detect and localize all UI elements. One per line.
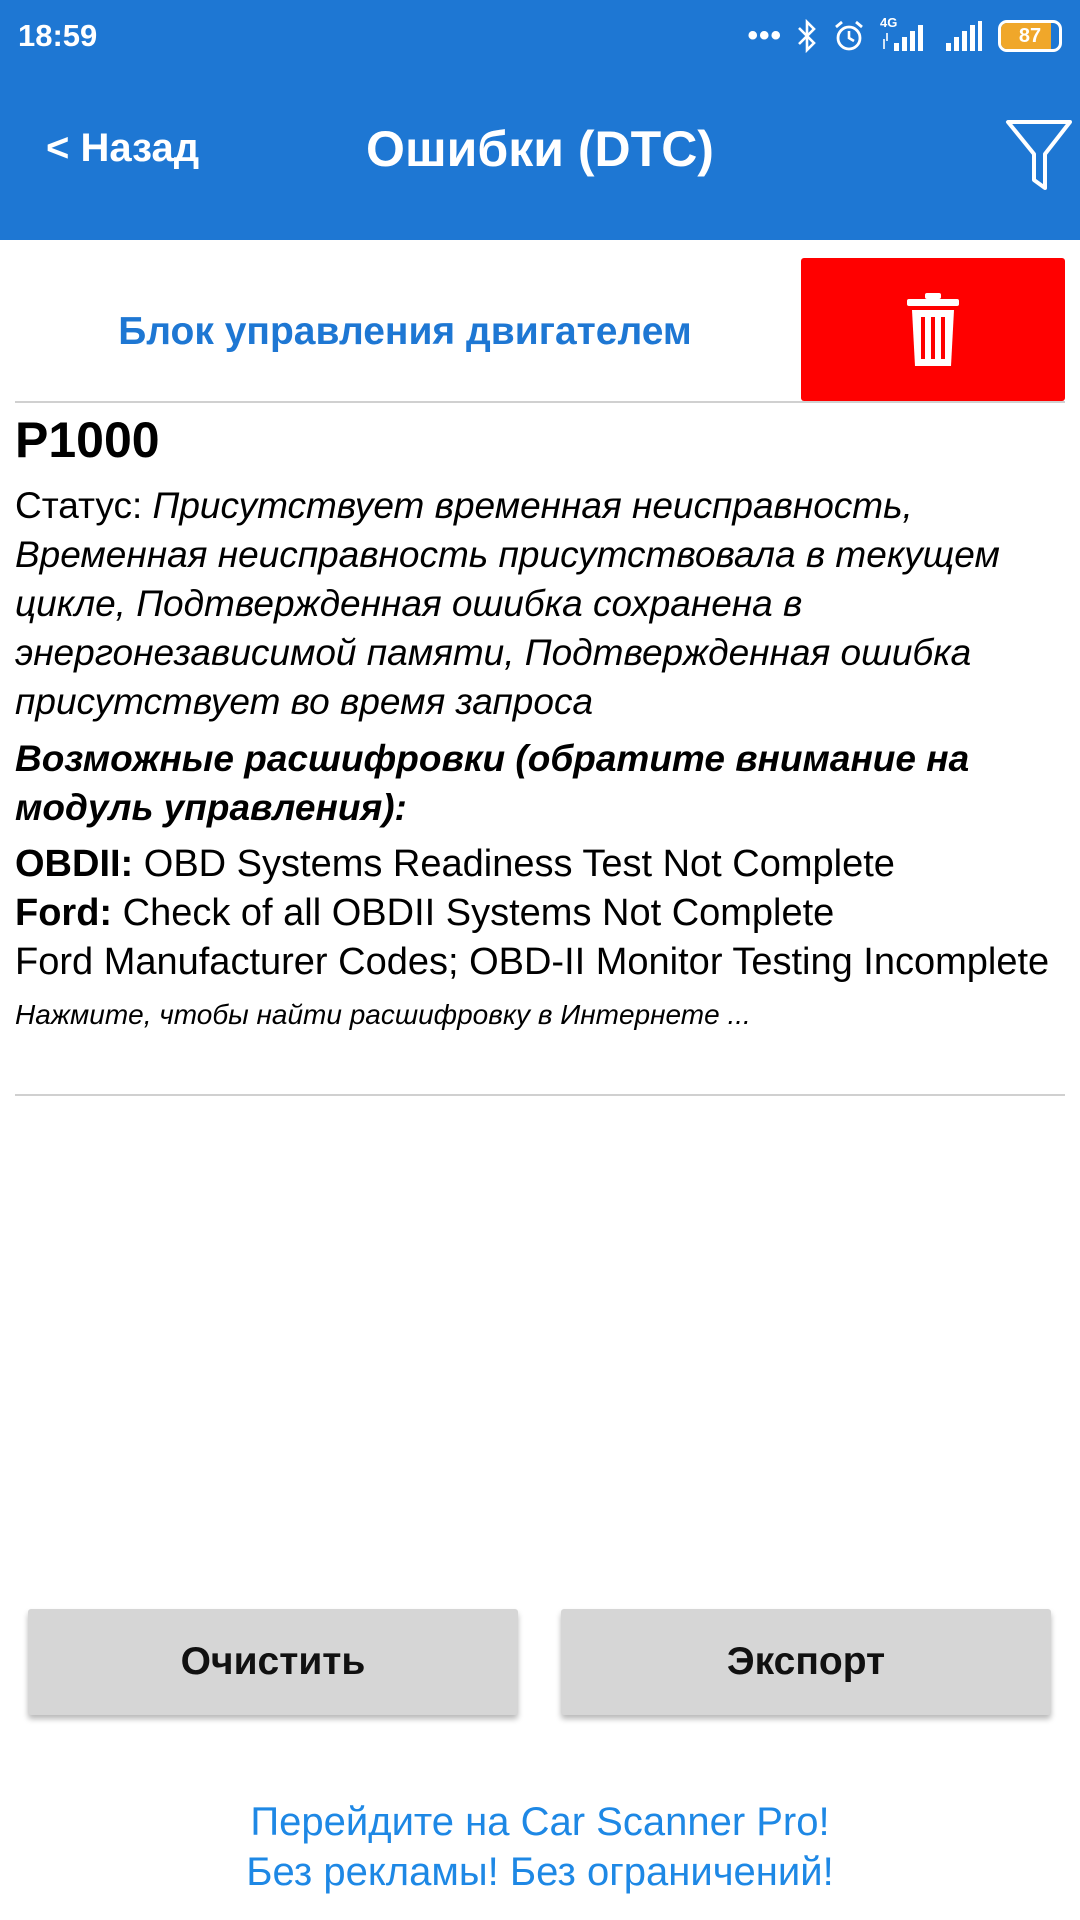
app-toolbar — [0, 72, 1080, 240]
decoding-brand: OBDII: — [15, 843, 134, 885]
filter-button[interactable] — [1002, 114, 1076, 194]
dtc-list-item[interactable] — [15, 405, 1065, 1035]
decoding-text: Check of all OBDII Systems Not Complete — [112, 892, 835, 934]
status-icons — [747, 14, 1062, 58]
battery-percent: 87 — [1018, 24, 1042, 47]
back-button[interactable]: < Назад — [46, 126, 200, 170]
pro-upgrade-link[interactable] — [0, 1797, 1080, 1897]
status-bar — [0, 0, 1080, 72]
search-online-link[interactable]: Нажмите, чтобы найти расшифровку в Интернете ... — [15, 999, 751, 1030]
decoding-ford-extra: Ford Manufacturer Codes; OBD-II Monitor Testing Incomplete — [15, 941, 1050, 983]
promo-line-2: Без рекламы! Без ограничений! — [246, 1850, 834, 1894]
divider — [15, 1094, 1065, 1096]
trash-icon — [905, 292, 961, 368]
decoding-ford — [15, 889, 1065, 938]
bluetooth-icon — [796, 19, 818, 53]
export-button[interactable]: Экспорт — [561, 1609, 1051, 1715]
divider — [15, 401, 1065, 403]
decoding-text: OBD Systems Readiness Test Not Complete — [133, 843, 895, 885]
promo-line-1: Перейдите на Car Scanner Pro! — [250, 1800, 830, 1844]
dtc-status — [15, 481, 1065, 726]
clear-button[interactable]: Очистить — [28, 1609, 518, 1715]
status-label: Статус: — [15, 485, 153, 526]
cellular-signal-icon — [880, 15, 930, 53]
filter-icon — [1002, 114, 1076, 194]
decodings-header: Возможные расшифровки (обратите внимание на модуль управления): — [15, 738, 970, 828]
dtc-code: P1000 — [15, 412, 160, 468]
network-type-label: 4G — [880, 15, 898, 30]
more-notifications-icon: ••• — [747, 19, 782, 52]
decoding-obdii — [15, 840, 1065, 889]
decodings-list — [15, 840, 1065, 987]
ecu-name: Блок управления двигателем — [118, 310, 692, 353]
decoding-brand: Ford: — [15, 892, 113, 934]
page-title: Ошибки (DTC) — [366, 121, 714, 177]
delete-button[interactable] — [801, 258, 1065, 401]
alarm-icon — [832, 19, 866, 53]
cellular-signal-icon — [944, 19, 984, 53]
ecu-header — [0, 240, 1080, 402]
clock: 18:59 — [18, 18, 98, 53]
battery-icon — [998, 20, 1062, 52]
status-value: Присутствует временная неисправность, Временная неисправность присутствовала в текущем цикле, Подтвержденная ошибка сохранена в энергонезависимой памяти, Подтвержденная ошибка присутствует во время запроса — [15, 485, 1000, 722]
